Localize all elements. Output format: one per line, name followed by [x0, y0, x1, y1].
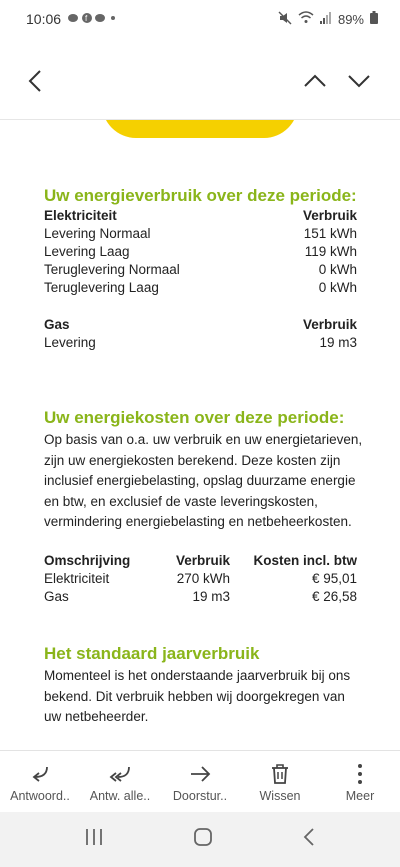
cost-amount: € 95,01 — [311, 571, 357, 586]
system-navigation-bar — [0, 812, 400, 867]
table-row — [44, 589, 357, 607]
gas-col-header: Verbruik — [302, 317, 357, 332]
table-row — [44, 571, 357, 589]
energy-costs-paragraph: Op basis van o.a. uw verbruik en uw energietarieven, zijn uw energiekosten berekend. Deze kosten zijn inclusief energiebelasting, opslag duurzame energie en btw, en exclusief de vaste leveringskosten, vermindering energiebelasting en netbeheerkosten. — [44, 432, 363, 529]
usage-value: 151 kWh — [303, 226, 357, 241]
recent-apps-button[interactable] — [84, 828, 104, 851]
cost-usage: 270 kWh — [176, 571, 230, 586]
cost-description: Elektriciteit — [44, 571, 110, 586]
usage-label: Levering Normaal — [44, 226, 151, 241]
usage-row — [44, 280, 357, 295]
usage-value: 0 kWh — [318, 262, 357, 277]
chevron-left-icon — [28, 70, 42, 92]
home-icon — [193, 827, 213, 847]
forward-button[interactable] — [160, 751, 240, 812]
usage-value: 0 kWh — [318, 280, 357, 295]
cost-header-usage: Verbruik — [175, 553, 230, 568]
svg-text:f: f — [85, 13, 88, 23]
system-back-button[interactable] — [302, 827, 316, 852]
brand-banner-tab — [102, 120, 298, 138]
back-arrow-icon — [302, 827, 316, 847]
forward-label: Doorstur.. — [172, 789, 228, 803]
usage-row — [44, 244, 357, 259]
signal-icon — [320, 12, 332, 27]
electricity-header-row — [44, 208, 357, 223]
more-icon — [349, 763, 371, 785]
status-time: 10:06 — [26, 11, 62, 27]
energy-costs-title: Uw energiekosten over deze periode: — [44, 408, 345, 427]
reply-all-label: Antw. alle.. — [89, 789, 151, 803]
back-button[interactable] — [20, 66, 50, 96]
delete-button[interactable] — [240, 751, 320, 812]
usage-value: 119 kWh — [304, 244, 357, 259]
notification-icons — [67, 12, 119, 27]
status-bar — [0, 0, 400, 38]
status-right — [278, 11, 378, 28]
chevron-up-icon — [304, 74, 326, 88]
gas-header: Gas — [44, 317, 70, 332]
standard-usage-title: Het standaard jaarverbruik — [44, 644, 260, 663]
energy-usage-title: Uw energieverbruik over deze periode: — [44, 186, 357, 205]
recent-apps-icon — [84, 828, 104, 846]
cost-usage: 19 m3 — [192, 589, 230, 604]
reply-all-button[interactable] — [80, 751, 160, 812]
usage-value: 19 m3 — [319, 335, 357, 350]
more-label: Meer — [345, 789, 375, 803]
email-body[interactable] — [0, 120, 400, 750]
mute-icon — [278, 11, 292, 28]
trash-icon — [269, 763, 291, 785]
battery-icon — [370, 11, 378, 27]
usage-label: Teruglevering Normaal — [44, 262, 180, 277]
usage-row — [44, 226, 357, 241]
email-toolbar — [0, 38, 400, 120]
standard-usage-paragraph: Momenteel is het onderstaande jaarverbruik bij ons bekend. Dit verbruik hebben wij doorgekregen van uw netbeheerder. — [44, 668, 351, 724]
usage-row — [44, 335, 357, 350]
usage-label: Levering Laag — [44, 244, 130, 259]
more-button[interactable] — [320, 751, 400, 812]
battery-level: 89% — [337, 11, 364, 27]
reply-icon — [29, 763, 51, 785]
status-left — [26, 11, 119, 27]
cost-description: Gas — [44, 589, 69, 604]
cost-amount: € 26,58 — [311, 589, 357, 604]
previous-email-button[interactable] — [300, 66, 330, 96]
wifi-icon — [298, 11, 314, 27]
usage-label: Teruglevering Laag — [44, 280, 159, 295]
usage-row — [44, 262, 357, 277]
next-email-button[interactable] — [344, 66, 374, 96]
electricity-header: Elektriciteit — [44, 208, 117, 223]
reply-button[interactable] — [0, 751, 80, 812]
delete-label: Wissen — [259, 789, 301, 803]
usage-label: Levering — [44, 335, 96, 350]
reply-all-icon — [108, 763, 132, 785]
forward-icon — [189, 763, 211, 785]
gas-header-row — [44, 317, 357, 332]
email-action-bar — [0, 750, 400, 812]
cost-header-description: Omschrijving — [44, 553, 131, 568]
cost-header-amount: Kosten incl. btw — [253, 553, 357, 568]
reply-label: Antwoord.. — [10, 789, 70, 803]
chevron-down-icon — [348, 74, 370, 88]
electricity-col-header: Verbruik — [302, 208, 357, 223]
home-button[interactable] — [193, 827, 213, 852]
cost-table-header — [44, 553, 357, 571]
